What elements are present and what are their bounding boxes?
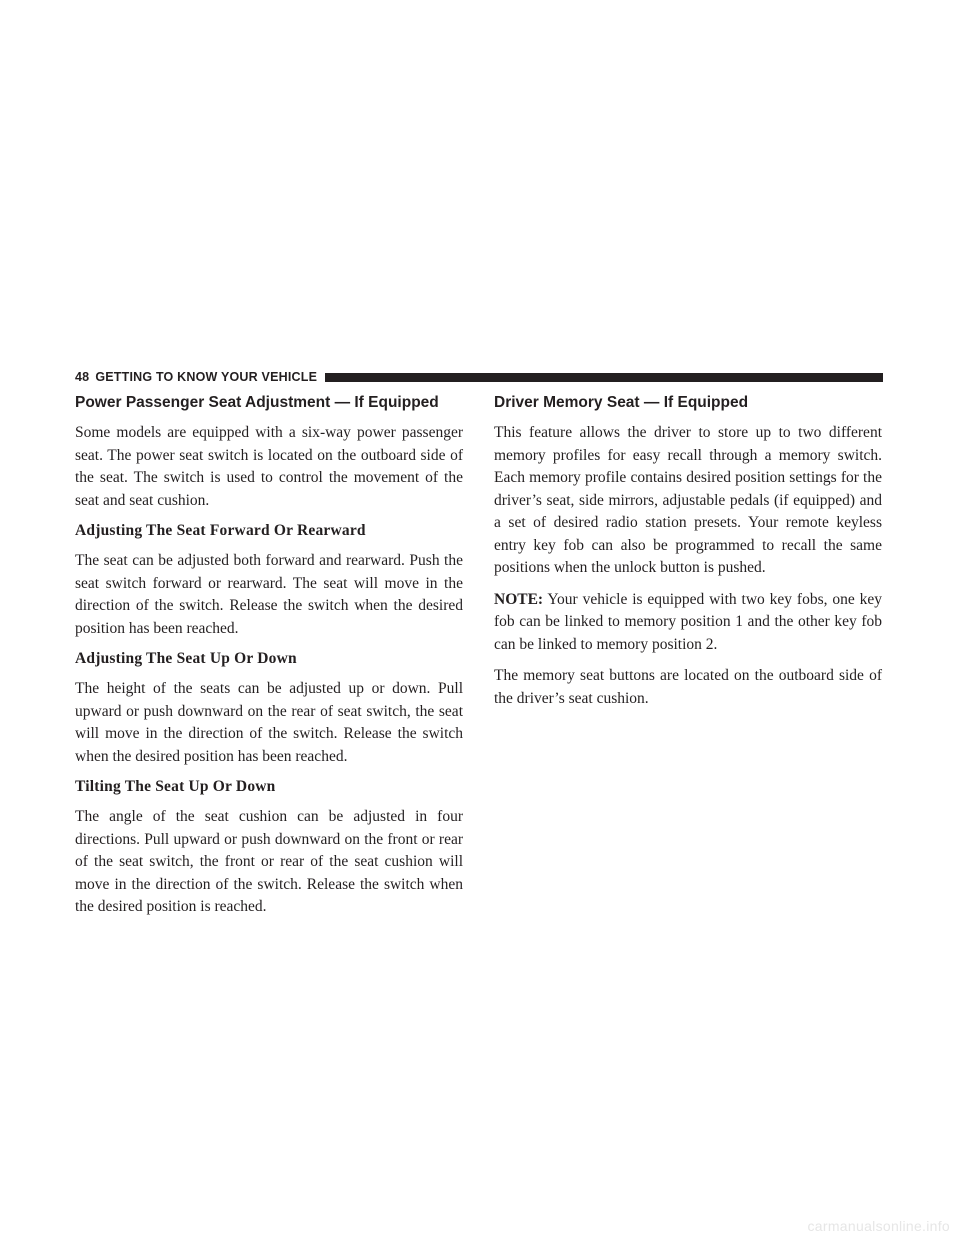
right-column [494,393,882,719]
page-number: 48 [75,370,90,384]
driver-memory-seat-heading: Driver Memory Seat — If Equipped [494,394,749,411]
power-passenger-seat-heading: Power Passenger Seat Adjustment — If Equipped [75,394,439,411]
driver-memory-seat-intro: This feature allows the driver to store up to two different memory profiles for easy recall through a memory switch. Each memory profile contains desired position settings for the driver’s seat, side mirrors, adjustable pedals (if equipped) and a set of desired radio station presets. Your remote keyless entry key fob can also be programmed to recall the same positions when the unlock button is pushed. [494,424,882,576]
tilting-text: The angle of the seat cushion can be adjusted in four directions. Pull upward or push downward on the front or rear of the seat switch, the front or rear of the seat cushion will move in the direction of the switch. Release the switch when the desired position is reached. [75,808,463,915]
note-label: NOTE: [494,590,544,608]
power-passenger-seat-intro: Some models are equipped with a six-way power passenger seat. The power seat switch is located on the outboard side of the seat. The switch is used to control the movement of the seat and seat cushion. [75,424,463,509]
tilting-subheading: Tilting The Seat Up Or Down [75,778,276,795]
left-column [75,393,463,928]
up-down-subheading: Adjusting The Seat Up Or Down [75,650,297,667]
note-text: Your vehicle is equipped with two key fobs, one key fob can be linked to memory position 1 and the other key fob can be linked to memory position 2. [494,590,882,653]
forward-rearward-text: The seat can be adjusted both forward and rearward. Push the seat switch forward or rearward. The seat will move in the direction of the switch. Release the switch when the desired position has been reached. [75,552,463,637]
forward-rearward-subheading: Adjusting The Seat Forward Or Rearward [75,522,366,539]
memory-buttons-location-text: The memory seat buttons are located on the outboard side of the driver’s seat cushion. [494,667,882,707]
section-title: GETTING TO KNOW YOUR VEHICLE [95,370,318,384]
header-rule [325,373,883,382]
up-down-text: The height of the seats can be adjusted up or down. Pull upward or push downward on the rear of seat switch, the seat will move in the direction of the switch. Release the switch when the desired position has been reached. [75,680,463,765]
page-header [75,369,883,385]
watermark: carmanualsonline.info [807,1218,950,1234]
note-paragraph [494,589,882,657]
